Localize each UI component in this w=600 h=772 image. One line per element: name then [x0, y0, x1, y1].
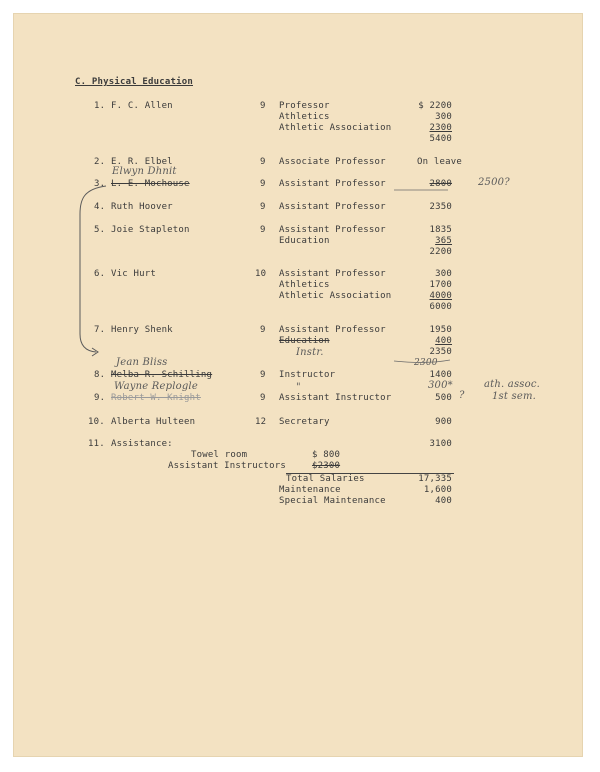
entry-total: 6000 — [429, 302, 452, 312]
entry-months: 9 — [260, 225, 266, 235]
summary-amount: 17,335 — [418, 474, 452, 484]
handwritten-name: Elwyn Dhnit — [112, 166, 177, 177]
handwritten-name: Jean Bliss — [116, 357, 168, 368]
entry-number: 10. — [88, 417, 105, 427]
entry-months: 9 — [260, 325, 266, 335]
assistance-label: Assistant Instructors — [168, 461, 286, 471]
entry-amount: 400 — [435, 336, 452, 346]
entry-number: 4. — [94, 202, 106, 212]
entry-number: 7. — [94, 325, 106, 335]
entry-amount: 2300 — [429, 123, 452, 133]
entry-amount: 2350 — [429, 202, 452, 212]
entry-role: Athletic Association — [279, 123, 392, 133]
entry-role: Athletics — [279, 280, 330, 290]
entry-amount: 500 — [435, 393, 452, 403]
entry-amount: 3100 — [429, 439, 452, 449]
entry-role: Assistant Professor — [279, 269, 386, 279]
assistance-amount: $ 800 — [312, 450, 341, 460]
summary-amount: 1,600 — [423, 485, 452, 495]
entry-name: Ruth Hoover — [111, 202, 173, 212]
entry-amount: $ 2200 — [418, 101, 452, 111]
entry-number: 9. — [94, 393, 106, 403]
section-heading: C. Physical Education — [75, 77, 193, 87]
entry-role: Secretary — [279, 417, 330, 427]
entry-name: Alberta Hulteen — [111, 417, 196, 427]
summary-label: Total Salaries — [286, 474, 365, 484]
summary-label: Maintenance — [279, 485, 341, 495]
entry-role: Professor — [279, 101, 330, 111]
entry-role: Athletic Association — [279, 291, 392, 301]
entry-amount: 1950 — [429, 325, 452, 335]
entry-number: 5. — [94, 225, 106, 235]
entry-role: Assistant Instructor — [279, 393, 392, 403]
entry-months: 9 — [260, 179, 266, 189]
entry-role: Assistant Professor — [279, 225, 386, 235]
handwritten-note: 1st sem. — [492, 391, 537, 402]
entry-months: 9 — [260, 393, 266, 403]
handwritten-total: 2300 — [414, 358, 438, 368]
entry-total: 2350 — [429, 347, 452, 357]
document-page — [14, 14, 582, 756]
entry-months: 9 — [260, 202, 266, 212]
entry-number: 2. — [94, 157, 106, 167]
entry-role: Assistant Professor — [279, 325, 386, 335]
entry-name: Henry Shenk — [111, 325, 173, 335]
entry-number: 11. — [88, 439, 105, 449]
entry-amount: 2800 — [429, 179, 452, 189]
entry-name: E. R. Elbel — [111, 157, 173, 167]
handwritten-amount: 300* — [428, 380, 453, 391]
entry-months: 10 — [255, 269, 267, 279]
entry-amount: 1835 — [429, 225, 452, 235]
entry-number: 3. — [94, 179, 106, 189]
handwritten-ditto: " — [296, 382, 301, 393]
entry-number: 1. — [94, 101, 106, 111]
handwritten-role: Instr. — [296, 347, 324, 358]
entry-total: 2200 — [429, 247, 452, 257]
entry-role: Instructor — [279, 370, 336, 380]
entry-role: Education — [279, 236, 330, 246]
entry-name: Joie Stapleton — [111, 225, 190, 235]
assistance-label: Towel room — [191, 450, 248, 460]
entry-months: 9 — [260, 157, 266, 167]
entry-name: F. C. Allen — [111, 101, 173, 111]
entry-amount: 900 — [435, 417, 452, 427]
handwritten-name: Wayne Replogle — [114, 381, 198, 392]
summary-amount: 400 — [435, 496, 452, 506]
entry-name: Vic Hurt — [111, 269, 156, 279]
entry-role: Athletics — [279, 112, 330, 122]
handwritten-amount: 2500? — [478, 177, 510, 188]
entry-role: Education — [279, 336, 330, 346]
entry-amount: 365 — [435, 236, 452, 246]
entry-role: Assistant Professor — [279, 179, 386, 189]
entry-amount: 4000 — [429, 291, 452, 301]
handwritten-question: ? — [459, 390, 465, 401]
entry-amount: 300 — [435, 269, 452, 279]
handwritten-bracket — [14, 14, 582, 756]
assistance-amount: $2300 — [312, 461, 341, 471]
entry-months: 12 — [255, 417, 267, 427]
entry-amount: On leave — [417, 157, 462, 167]
entry-role: Assistant Professor — [279, 202, 386, 212]
entry-amount: 300 — [435, 112, 452, 122]
entry-number: 6. — [94, 269, 106, 279]
entry-name: Robert W. Knight — [111, 393, 201, 403]
entry-name: L. E. Mochouse — [111, 179, 190, 189]
entry-name: Melba R. Schilling — [111, 370, 213, 380]
entry-months: 9 — [260, 370, 266, 380]
entry-role: Associate Professor — [279, 157, 386, 167]
entry-total: 5400 — [429, 134, 452, 144]
entry-amount: 1400 — [429, 370, 452, 380]
entry-number: 8. — [94, 370, 106, 380]
entry-amount: 1700 — [429, 280, 452, 290]
entry-name: Assistance: — [111, 439, 173, 449]
entry-months: 9 — [260, 101, 266, 111]
summary-label: Special Maintenance — [279, 496, 386, 506]
handwritten-note: ath. assoc. — [484, 379, 541, 390]
